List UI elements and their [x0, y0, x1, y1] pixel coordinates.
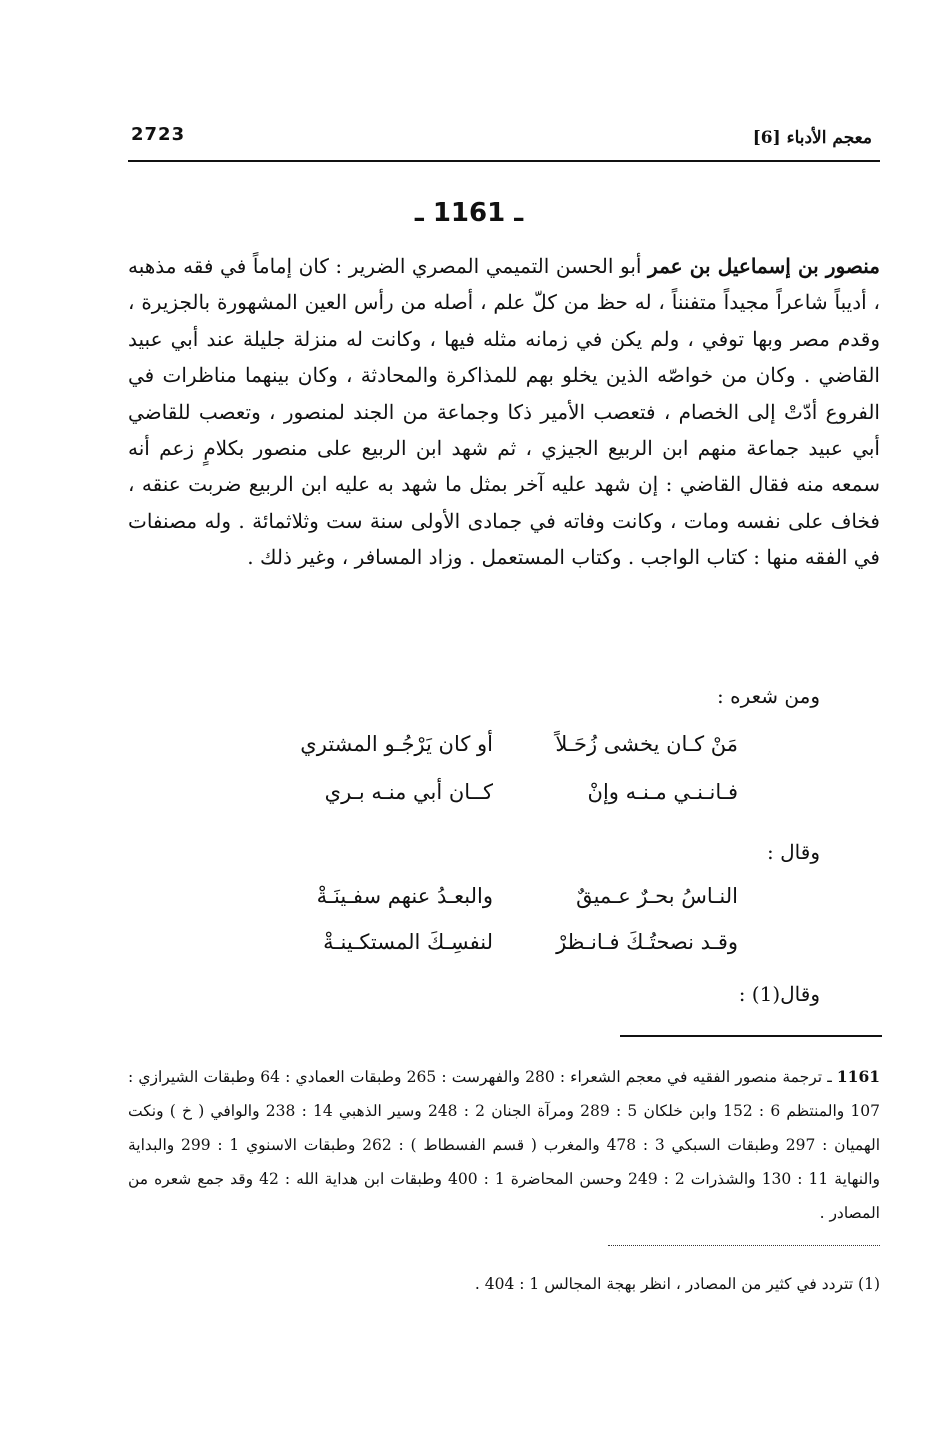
verse-hemistich-2: كــان أبي منـه بـري: [324, 780, 493, 804]
poetry-intro-3: وقال(1) :: [738, 982, 820, 1006]
verse-hemistich-1: النـاسُ بحـرٌ عـميقٌ: [576, 884, 738, 908]
verse-hemistich-2: لنفسِـكَ المستكـينـةْ: [323, 930, 493, 954]
verse-line: [268, 732, 738, 762]
verse-line: [268, 884, 738, 914]
footnote-rule: [620, 1035, 882, 1037]
entry-name: منصور بن إسماعيل بن عمر: [648, 254, 881, 278]
source-note-number: 1161: [836, 1067, 881, 1086]
running-title: معجم الأدباء [6]: [752, 128, 872, 148]
verse-hemistich-1: فـانـنـي مـنـه وإنْ: [587, 780, 738, 804]
entry-number: ـ 1161 ـ: [414, 198, 524, 228]
verse-hemistich-2: أو كان يَرْجُـو المشتري: [300, 732, 493, 756]
verse-line: [268, 780, 738, 810]
verse-hemistich-2: والبعـدُ عنهم سفـينَـةْ: [316, 884, 493, 908]
page-number: 2723: [131, 124, 186, 145]
verse-hemistich-1: مَنْ كـان يخشى زُحَـلاً: [555, 732, 738, 756]
header-rule: [128, 160, 880, 162]
poetry-intro-2: وقال :: [767, 840, 820, 864]
verse-line: [268, 930, 738, 960]
entry-body: [128, 248, 880, 576]
entry-body-text: أبو الحسن التميمي المصري الضرير : كان إماماً في فقه مذهبه ، أديباً شاعراً مجيداً متفنناً ، له حظ من كلّ علم ، أصله من رأس العين المشهورة بالجزيرة ، وقدم مصر وبها توفي ، ولم يكن في زمانه مثله فيها ، وكانت له منزلة جليلة عند أبي عبيد القاضي . وكان من خواصّه الذين يخلو بهم للمذاكرة والمحادثة ، وكان بينهما مناظرات في الفروع أدّتْ إلى الخصام ، فتعصب الأمير ذكا وجماعة من الجند لمنصور ، وتعصب للقاضي أبي عبيد جماعة منهم ابن الربيع الجيزي ، ثم شهد ابن الربيع على منصور بكلامٍ زعم أنه سمعه منه فقال القاضي : إن شهد عليه آخر بمثل ما شهد به عليه ابن الربيع ضربت عنقه ، فخاف على نفسه ومات ، وكانت وفاته في جمادى الأولى سنة ست وثلاثمائة . وله مصنفات في الفقه منها : كتاب الواجب . وكتاب المستعمل . وزاد المسافر ، وغير ذلك .: [128, 254, 880, 570]
dotted-rule: [608, 1245, 880, 1246]
source-note: [128, 1060, 880, 1230]
footnote: (1) تتردد في كثير من المصادر ، انظر بهجة المجالس 1 : 404 .: [474, 1275, 880, 1293]
verse-hemistich-1: وقـد نصحتُـكَ فـانـظرْ: [556, 930, 738, 954]
poetry-intro: ومن شعره :: [717, 684, 820, 708]
source-note-text: ـ ترجمة منصور الفقيه في معجم الشعراء : 280 والفهرست : 265 وطبقات العمادي : 64 وطبقات الشيرازي : 107 والمنتظم 6 : 152 وابن خلكان 5 : 289 ومرآة الجنان 2 : 248 وسير الذهبي 14 : 238 والوافي ( خ ) ونكت الهميان : 297 وطبقات السبكي 3 : 478 والمغرب ( قسم الفسطاط ) : 262 وطبقات الاسنوي 1 : 299 والبداية والنهاية 11 : 130 والشذرات 2 : 249 وحسن المحاضرة 1 : 400 وطبقات ابن هداية الله : 42 وقد جمع شعره من المصادر .: [128, 1068, 881, 1222]
